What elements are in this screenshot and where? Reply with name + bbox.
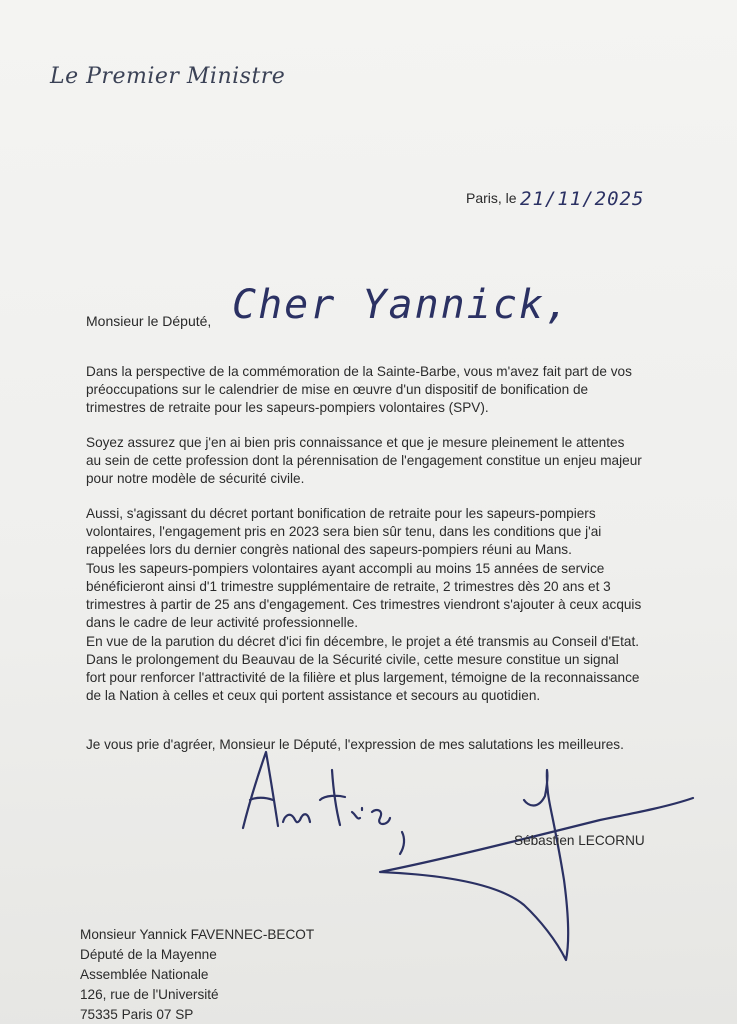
address-line: 126, rue de l'Université — [80, 987, 219, 1002]
handwritten-greeting: Cher Yannick, — [232, 282, 572, 328]
paragraph-5: En vue de la parution du décret d'ici fin décembre, le projet a été transmis au Conseil d'Etat. Dans le prolongement du Beauvau de la Sécurité civile, cette mesure constitue un signal fort pour renforcer l'attractivité de la filière et plus largement, témoigne de la reconnaissance de la Nation à celles et ceux qui portent assistance et secours au quotidien. — [86, 634, 640, 703]
address-line: 75335 Paris 07 SP — [80, 1007, 194, 1022]
signature-scribble — [380, 770, 693, 960]
address-line: Assemblée Nationale — [80, 967, 209, 982]
salutation: Monsieur le Député, — [86, 313, 212, 329]
address-line: Député de la Mayenne — [80, 947, 217, 962]
signatory-name: Sébastien LECORNU — [514, 833, 645, 848]
paragraph-3: Aussi, s'agissant du décret portant bonification de retraite pour les sapeurs-pompiers volontaires, l'engagement pris en 2023 sera bien sûr tenu, dans les conditions que j'ai rappelées lors du dernier congrès national des sapeurs-pompiers réuni au Mans. — [86, 506, 602, 557]
handwritten-date: 21/11/2025 — [520, 188, 645, 210]
letterhead: Le Premier Ministre — [50, 64, 286, 89]
date-prefix: Paris, le — [466, 190, 517, 206]
paragraph-4: Tous les sapeurs-pompiers volontaires ayant accompli au moins 15 années de service bénéficieront ainsi d'1 trimestre supplémentaire de retraite, 2 trimestres dès 20 ans et 3 trimestres à partir de 25 ans d'engagement. Ces trimestres viendront s'ajouter à ceux acquis dans le cadre de leur activité professionnelle. — [86, 561, 642, 630]
address-line: Monsieur Yannick FAVENNEC-BECOT — [80, 927, 315, 942]
paragraph-2: Soyez assurez que j'en ai bien pris connaissance et que je mesure pleinement le attentes au sein de cette profession dont la pérennisation de l'engagement constitue un enjeu majeur pour notre modèle de sécurité civile. — [86, 435, 642, 486]
closing-formula: Je vous prie d'agréer, Monsieur le Député, l'expression de mes salutations les meilleures. — [86, 737, 624, 752]
sign-off-scribble — [243, 752, 278, 828]
paragraph-1: Dans la perspective de la commémoration de la Sainte-Barbe, vous m'avez fait part de vos préoccupations sur le calendrier de mise en œuvre d'un dispositif de bonification de trimestres de retraite pour les sapeurs-pompiers volontaires (SPV). — [86, 364, 632, 415]
recipient-address — [80, 925, 314, 1024]
